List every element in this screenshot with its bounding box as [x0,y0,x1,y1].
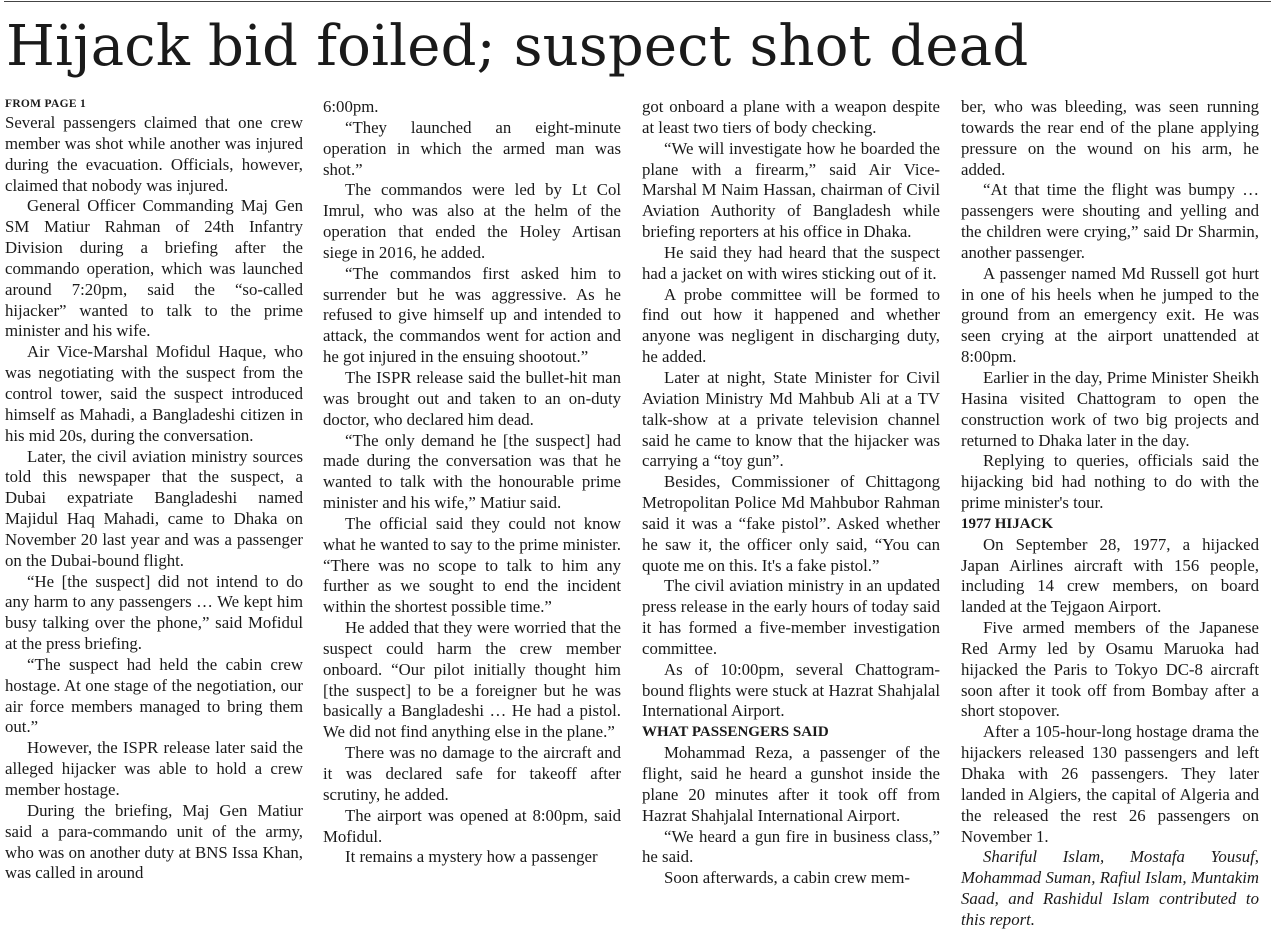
body-paragraph: He said they had heard that the suspect had a jacket on with wires sticking out of it. [642,242,940,283]
body-paragraph: On September 28, 1977, a hijacked Japan Airlines aircraft with 156 people, including 14 crew members, on board landed at the Tejgaon Airport. [961,534,1259,617]
body-paragraph: Earlier in the day, Prime Minister Sheikh Hasina visited Chattogram to open the construction work of two big projects and returned to Dhaka later in the day. [961,367,1259,450]
body-paragraph: Besides, Commissioner of Chittagong Metropolitan Police Md Mahbubor Rahman said it was a “fake pistol”. Asked whether he saw it, the officer only said, “You can quote me on this. It's a fake pistol.” [642,472,940,575]
body-paragraph: ber, who was bleeding, was seen running towards the rear end of the plane applying pressure on the wound on his arm, he added. [961,97,1259,179]
article-column-1 [5,97,303,884]
body-paragraph: A probe committee will be formed to find out how it happened and whether anyone was negligent in discharging duty, he added. [642,284,940,367]
kicker: FROM PAGE 1 [5,98,87,110]
body-paragraph: “The suspect had held the cabin crew hostage. At one stage of the negotiation, our air force members managed to bring them out.” [5,654,303,737]
body-paragraph: After a 105-hour-long hostage drama the hijackers released 130 passengers and left Dhaka with 26 passengers. They later landed in Algiers, the capital of Algeria and the released the rest 26 passengers on November 1. [961,722,1259,846]
body-paragraph: The airport was opened at 8:00pm, said Mofidul. [323,805,621,846]
body-paragraph: “The commandos first asked him to surrender but he was aggressive. As he refused to give himself up and intended to attack, the commandos went for action and he got injured in the ensuing shootout.” [323,263,621,367]
article-column-2 [323,97,621,868]
contributor-credit: Shariful Islam, Mostafa Yousuf, Mohammad Suman, Rafiul Islam, Muntakim Saad, and Rashidul Islam contributed to this report. [961,847,1259,929]
body-paragraph: Replying to queries, officials said the hijacking bid had nothing to do with the prime minister's tour. [961,451,1259,513]
body-paragraph: He added that they were worried that the suspect could harm the crew member onboard. “Our pilot initially thought him [the suspect] to be a foreigner but he was basically a Bangladeshi … He had a pistol. We did not find anything else in the plane.” [323,618,621,742]
section-subhead: 1977 HIJACK [961,515,1054,532]
body-paragraph: The civil aviation ministry in an updated press release in the early hours of today said it has formed a five-member investigation committee. [642,576,940,658]
body-paragraph: The official said they could not know what he wanted to say to the prime minister. “There was no scope to talk to him any further as we sought to end the incident within the shortest possible time.” [323,513,621,617]
body-paragraph: There was no damage to the aircraft and it was declared safe for takeoff after scrutiny, he added. [323,743,621,804]
body-paragraph: However, the ISPR release later said the alleged hijacker was able to hold a crew member hostage. [5,738,303,799]
body-paragraph: The commandos were led by Lt Col Imrul, who was also at the helm of the operation that ended the Holey Artisan siege in 2016, he added. [323,180,621,262]
body-paragraph: Later, the civil aviation ministry sources told this newspaper that the suspect, a Dubai expatriate Bangladeshi named Majidul Haq Mahadi, came to Dhaka on November 20 last year and was a passenger on the Dubai-bound flight. [5,446,303,570]
body-paragraph: 6:00pm. [323,97,379,116]
top-rule [4,1,1271,2]
body-paragraph: “He [the suspect] did not intend to do any harm to any passengers … We kept him busy talking over the phone,” said Mofidul at the press briefing. [5,571,303,654]
headline: Hijack bid foiled; suspect shot dead [6,14,1029,79]
body-paragraph: Five armed members of the Japanese Red Army led by Osamu Maruoka had hijacked the Paris to Tokyo DC-8 aircraft soon after it took off from Bombay after a short stopover. [961,618,1259,721]
body-paragraph: Soon afterwards, a cabin crew mem- [664,868,911,888]
article-column-3 [642,97,940,889]
body-paragraph: “We will investigate how he boarded the plane with a firearm,” said Air Vice-Marshal M Naim Hassan, chairman of Civil Aviation Authority of Bangladesh while briefing reporters at his office in Dhaka. [642,138,940,242]
body-paragraph: Several passengers claimed that one crew member was shot while another was injured during the evacuation. Officials, however, claimed that nobody was injured. [5,113,303,195]
body-paragraph: Later at night, State Minister for Civil Aviation Ministry Md Mahbub Ali at a TV talk-show at a private television channel said he came to know that the hijacker was carrying a “toy gun”. [642,367,940,471]
body-paragraph: “We heard a gun fire in business class,” he said. [642,826,940,867]
body-paragraph: got onboard a plane with a weapon despite at least two tiers of body checking. [642,97,940,137]
body-paragraph: Air Vice-Marshal Mofidul Haque, who was negotiating with the suspect from the control tower, said the suspect introduced himself as Mahadi, a Bangladeshi citizen in his mid 20s, during the conversation. [5,342,303,445]
body-paragraph: General Officer Commanding Maj Gen SM Matiur Rahman of 24th Infantry Division during a briefing after the commando operation, which was launched around 7:20pm, said the “so-called hijacker” wanted to talk to the prime minister and his wife. [5,196,303,341]
body-paragraph: As of 10:00pm, several Chattogram-bound flights were stuck at Hazrat Shahjalal International Airport. [642,659,940,721]
body-paragraph: During the briefing, Maj Gen Matiur said a para-commando unit of the army, who was on another duty at BNS Issa Khan, was called in around [5,800,303,883]
body-paragraph: “At that time the flight was bumpy … passengers were shouting and yelling and the children were crying,” said Dr Sharmin, another passenger. [961,180,1259,262]
body-paragraph: “They launched an eight-minute operation in which the armed man was shot.” [323,117,621,179]
body-paragraph: Mohammad Reza, a passenger of the flight, said he heard a gunshot inside the plane 20 minutes after it took off from Hazrat Shahjalal International Airport. [642,743,940,825]
body-paragraph: A passenger named Md Russell got hurt in one of his heels when he jumped to the ground from an emergency exit. He was seen crying at the airport unattended at 8:00pm. [961,263,1259,367]
body-paragraph: The ISPR release said the bullet-hit man was brought out and taken to an on-duty doctor, who declared him dead. [323,367,621,429]
body-paragraph: “The only demand he [the suspect] had made during the conversation was that he wanted to talk with the honourable prime minister and his wife,” Matiur said. [323,430,621,513]
section-subhead: WHAT PASSENGERS SAID [642,724,829,741]
body-paragraph: It remains a mystery how a passenger [345,847,598,867]
article-column-4 [961,97,1259,931]
